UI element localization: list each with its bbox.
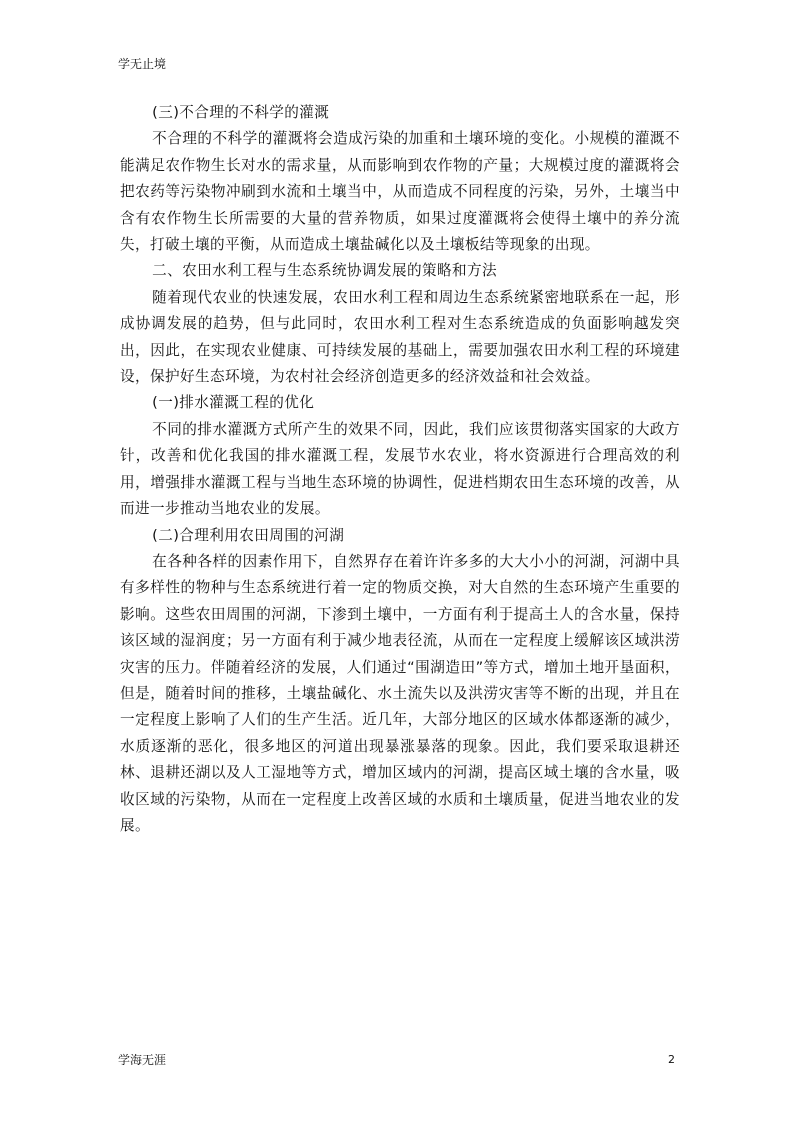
paragraph-drainage-optimization: 不同的排水灌溉方式所产生的效果不同，因此，我们应该贯彻落实国家的大政方针，改善和优化我国的排水灌溉工程，发展节水农业，将水资源进行合理高效的利用，增强排水灌溉工程与当地生态环境的协调性，促进档期农田生态环境的改善，从而进一步推动当地农业的发展。 bbox=[120, 420, 680, 518]
paragraph-irrigation: 不合理的不科学的灌溉将会造成污染的加重和土壤环境的变化。小规模的灌溉不能满足农作物生长对水的需求量，从而影响到农作物的产量；大规模过度的灌溉将会把农药等污染物冲刷到水流和土壤当中，从而造成不同程度的污染，另外，土壤当中含有农作物生长所需要的大量的营养物质，如果过度灌溉将会使得土壤中的养分流失，打破土壤的平衡，从而造成土壤盐碱化以及土壤板结等现象的出现。 bbox=[120, 130, 680, 254]
page-number: 2 bbox=[668, 1053, 675, 1066]
page-header: 学无止境 bbox=[118, 57, 167, 71]
section-heading-2: 二、农田水利工程与生态系统协调发展的策略和方法 bbox=[152, 262, 497, 280]
subsection-heading-2: (二)合理利用农田周围的河湖 bbox=[152, 526, 345, 544]
paragraph-strategy-intro: 随着现代农业的快速发展，农田水利工程和周边生态系统紧密地联系在一起，形成协调发展的趋势，但与此同时，农田水利工程对生态系统造成的负面影响越发突出，因此，在实现农业健康、可持续发展的基础上，需要加强农田水利工程的环境建设，保护好生态环境，为农村社会经济创造更多的经济效益和社会效益。 bbox=[120, 288, 680, 386]
subsection-heading-1: (一)排水灌溉工程的优化 bbox=[152, 394, 315, 412]
document-body bbox=[120, 100, 680, 839]
page-footer: 学海无涯 bbox=[118, 1053, 167, 1067]
paragraph-rivers-lakes: 在各种各样的因素作用下，自然界存在着许许多多的大大小小的河湖，河湖中具有多样性的物种与生态系统进行着一定的物质交换，对大自然的生态环境产生重要的影响。这些农田周围的河湖，下渗到土壤中，一方面有利于提高土人的含水量，保持该区域的湿润度；另一方面有利于减少地表径流，从而在一定程度上缓解该区域洪涝灾害的压力。伴随着经济的发展，人们通过“围湖造田”等方式，增加土地开垦面积，但是，随着时间的推移，土壤盐碱化、水土流失以及洪涝灾害等不断的出现，并且在一定程度上影响了人们的生产生活。近几年，大部分地区的区域水体都逐渐的减少，水质逐渐的恶化，很多地区的河道出现暴涨暴落的现象。因此，我们要采取退耕还林、退耕还湖以及人工湿地等方式，增加区域内的河湖，提高区域土壤的含水量，吸收区域的污染物，从而在一定程度上改善区域的水质和土壤质量，促进当地农业的发展。 bbox=[120, 552, 680, 834]
section-heading-3: (三)不合理的不科学的灌溉 bbox=[152, 104, 330, 121]
